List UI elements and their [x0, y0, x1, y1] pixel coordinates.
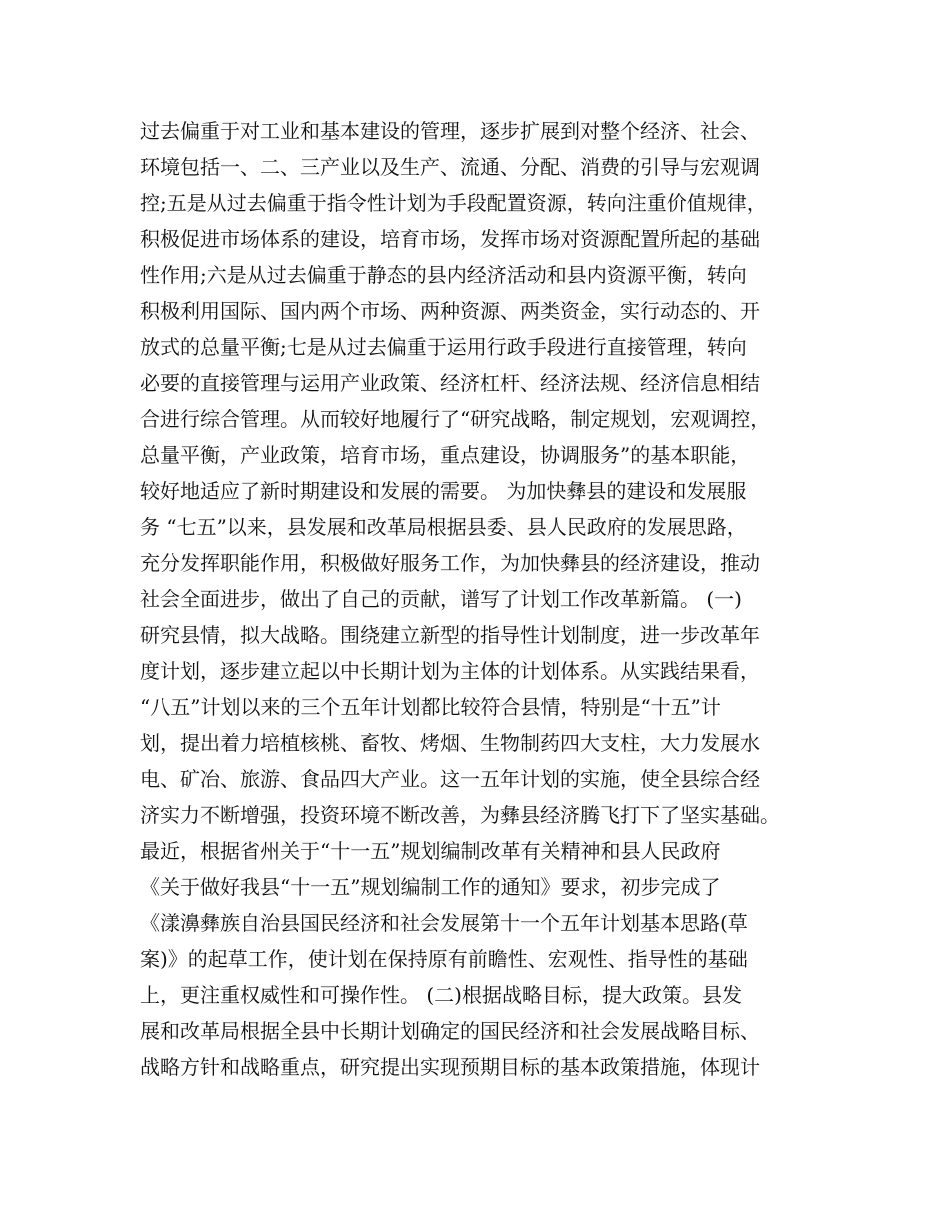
text-line: 研究县情，拟大战略。围绕建立新型的指导性计划制度，进一步改革年 [140, 623, 760, 647]
text-line: 战略方针和战略重点，研究提出实现预期目标的基本政策措施，体现计 [140, 1055, 760, 1079]
text-line: 过去偏重于对工业和基本建设的管理，逐步扩展到对整个经济、社会、 [140, 119, 760, 143]
text-line: 上，更注重权威性和可操作性。 (二)根据战略目标，提大政策。县发 [140, 983, 742, 1007]
text-line: 积极促进市场体系的建设，培育市场，发挥市场对资源配置所起的基础 [140, 227, 760, 251]
text-line: 环境包括一、二、三产业以及生产、流通、分配、消费的引导与宏观调 [140, 155, 760, 179]
body-text [140, 113, 840, 1085]
text-line: 控;五是从过去偏重于指令性计划为手段配置资源，转向注重价值规律， [140, 191, 767, 215]
text-line: 案)》的起草工作，使计划在保持原有前瞻性、宏观性、指导性的基础 [140, 947, 748, 971]
text-line: 展和改革局根据全县中长期计划确定的国民经济和社会发展战略目标、 [140, 1019, 760, 1043]
text-line: 务 “七五”以来，县发展和改革局根据县委、县人民政府的发展思路， [140, 515, 747, 539]
text-line: 度计划，逐步建立起以中长期计划为主体的计划体系。从实践结果看， [140, 659, 760, 683]
text-line: 较好地适应了新时期建设和发展的需要。 为加快彝县的建设和发展服 [140, 479, 747, 503]
text-line: 最近，根据省州关于“十一五”规划编制改革有关精神和县人民政府 [140, 839, 721, 863]
text-line: 合进行综合管理。从而较好地履行了“研究战略，制定规划，宏观调控， [140, 407, 771, 431]
text-line: 充分发挥职能作用，积极做好服务工作，为加快彝县的经济建设，推动 [140, 551, 760, 575]
text-line: 济实力不断增强，投资环境不断改善，为彝县经济腾飞打下了坚实基础。 [140, 803, 780, 827]
text-line: 《关于做好我县“十一五”规划编制工作的通知》要求，初步完成了 [140, 875, 721, 899]
text-line: “八五”计划以来的三个五年计划都比较符合县情，特别是“十五”计 [140, 695, 721, 719]
text-line: 《漾濞彝族自治县国民经济和社会发展第十一个五年计划基本思路(草 [140, 911, 748, 935]
text-line: 社会全面进步，做出了自己的贡献，谱写了计划工作改革新篇。 (一) [140, 587, 742, 611]
text-line: 必要的直接管理与运用产业政策、经济杠杆、经济法规、经济信息相结 [140, 371, 760, 395]
text-line: 积极利用国际、国内两个市场、两种资源、两类资金，实行动态的、开 [140, 299, 760, 323]
text-line: 放式的总量平衡;七是从过去偏重于运用行政手段进行直接管理，转向 [140, 335, 747, 359]
text-line: 电、矿冶、旅游、食品四大产业。这一五年计划的实施，使全县综合经 [140, 767, 760, 791]
text-line: 性作用;六是从过去偏重于静态的县内经济活动和县内资源平衡，转向 [140, 263, 747, 287]
text-line: 总量平衡，产业政策，培育市场，重点建设，协调服务”的基本职能， [140, 443, 751, 467]
text-line: 划，提出着力培植核桃、畜牧、烤烟、生物制药四大支柱，大力发展水 [140, 731, 760, 755]
